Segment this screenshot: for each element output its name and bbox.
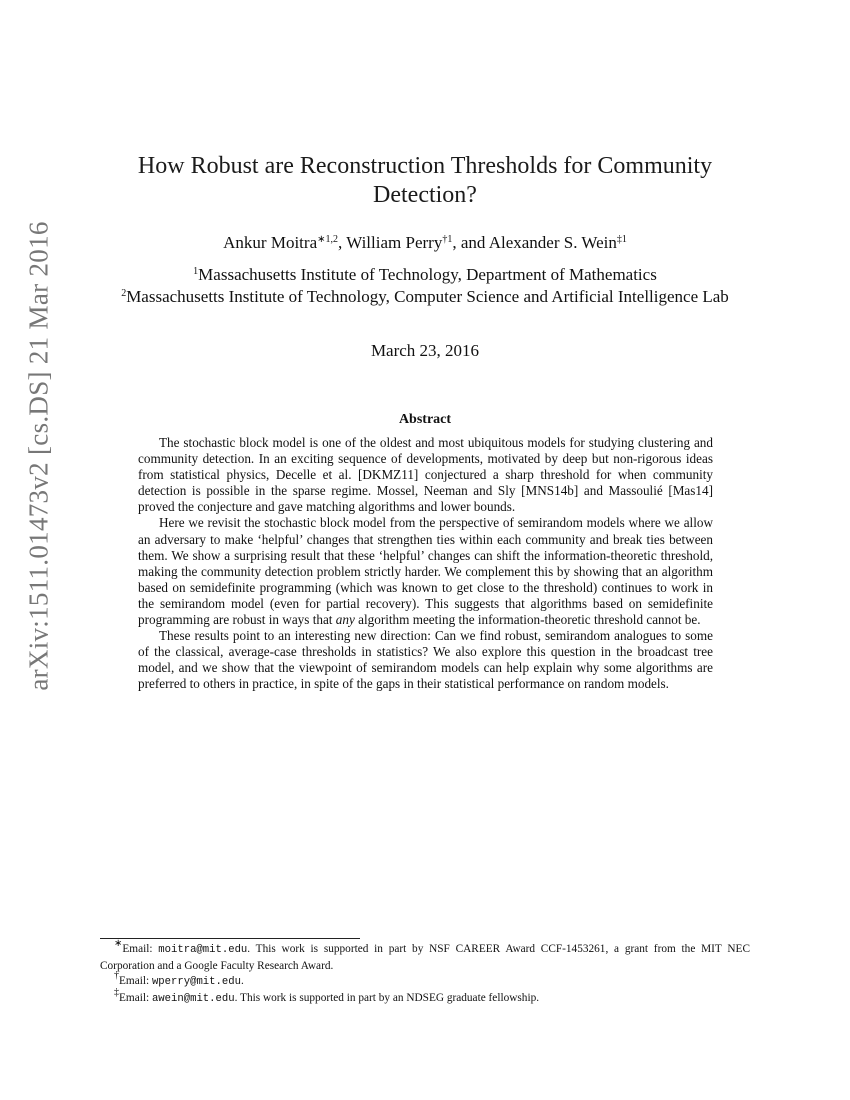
author-marks: †1: [442, 234, 453, 245]
affiliation-number: 2: [121, 288, 127, 299]
author-marks: ∗1,2: [317, 234, 339, 245]
title-line-1: How Robust are Reconstruction Thresholds for Community: [137, 153, 713, 179]
paper-title: [100, 152, 750, 210]
footnotes: [100, 938, 750, 1007]
affiliation-1: [90, 265, 760, 285]
footnote-label: Email:: [119, 975, 152, 987]
footnote-mark: ‡: [114, 986, 119, 998]
footnote-mark: †: [114, 970, 119, 981]
footnote: [100, 986, 750, 1008]
footnote-rule: [100, 938, 360, 939]
email-address: awein@mit.edu: [151, 992, 235, 1005]
affiliation-text: Massachusetts Institute of Technology, Department of Mathematics: [198, 265, 657, 284]
footnote-text: . This work is supported in part by NSF CAREER Award CCF-1453261, a grant from the MIT NEC Corporation and a Google Faculty Research Award.: [100, 943, 750, 972]
title-line-2: Detection?: [373, 182, 477, 208]
affiliation-number: 1: [193, 266, 199, 277]
abstract-text: algorithm meeting the information-theoretic threshold cannot be.: [354, 612, 701, 628]
email-address: wperry@mit.edu: [151, 976, 241, 988]
publication-date: March 23, 2016: [370, 341, 480, 360]
email-address: moitra@mit.edu: [158, 944, 248, 956]
abstract-text: Here we revisit the stochastic block model from the perspective of semirandom models where we allow an adversary to make ‘helpful’ changes that strengthen ties within each community and break ties between them. We show a surprising result that these ‘helpful’ changes can shift the information-theoretic threshold, making the community detection problem strictly harder. We complement this by showing that an algorithm based on semidefinite programming (which was known to get close to the threshold) continues to work in the semirandom model (even for partial recovery). This suggests that algorithms based on semidefinite programming are robust in ways that: [138, 515, 713, 628]
abstract-paragraph: The stochastic block model is one of the oldest and most ubiquitous models for studying clustering and community detection. In an exciting sequence of developments, motivated by deep but non-rigorous ideas from statistical physics, Decelle et al. [DKMZ11] conjectured a sharp threshold for when community detection is possible in the sparse regime. Mossel, Neeman and Sly [MNS14b] and Massoulié [Mas14] proved the conjecture and gave matching algorithms and lower bounds.: [138, 435, 713, 515]
author-separator: ,: [338, 233, 347, 252]
affiliation-text: Massachusetts Institute of Technology, Computer Science and Artificial Intelligence Lab: [126, 287, 729, 306]
footnote-label: Email:: [119, 991, 152, 1004]
footnote: [100, 970, 750, 991]
author-name: William Perry: [346, 233, 443, 252]
affiliation-2: [90, 287, 760, 307]
abstract-paragraph: These results point to an interesting new direction: Can we find robust, semirandom analogues to some of the classical, average-case thresholds in statistics? We also explore this question in the broadcast tree model, and we show that the viewpoint of semirandom models can help explain why some algorithms are preferred to others in practice, in spite of the gaps in their statistical performance on random models.: [138, 628, 713, 692]
footnote-mark: ∗: [114, 938, 123, 949]
author-name: Alexander S. Wein: [488, 233, 617, 252]
abstract-paragraph: [138, 515, 713, 628]
author-marks: ‡1: [616, 234, 627, 245]
abstract-body: [138, 435, 713, 693]
footnote-text: .: [240, 975, 244, 987]
arxiv-identifier: arXiv:1511.01473v2 [cs.DS] 21 Mar 2016: [23, 221, 54, 691]
abstract-emphasis: any: [335, 612, 355, 628]
arxiv-margin-stamp: [0, 0, 70, 1100]
footnote-label: Email:: [122, 943, 159, 955]
footnote-text: . This work is supported in part by an NDSEG graduate fellowship.: [234, 991, 540, 1004]
author-name: Ankur Moitra: [223, 233, 318, 252]
author-list: [100, 233, 750, 253]
abstract-heading: Abstract: [398, 412, 452, 427]
footnote: [100, 938, 750, 974]
author-separator: , and: [452, 233, 489, 252]
